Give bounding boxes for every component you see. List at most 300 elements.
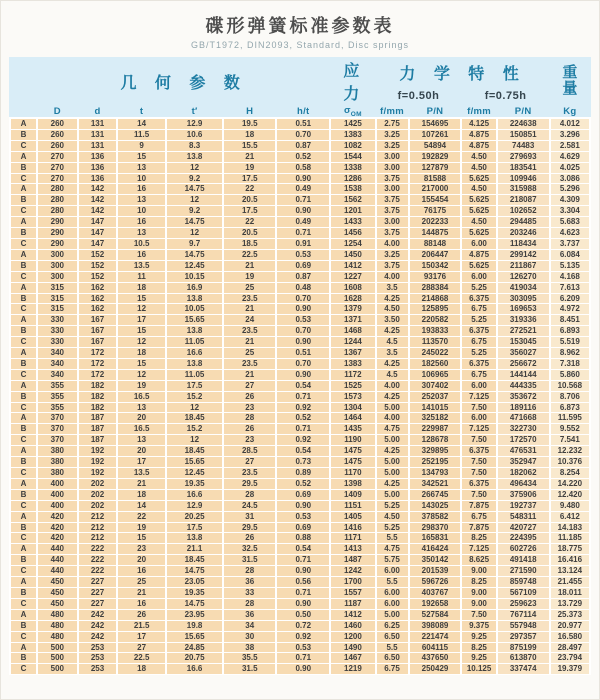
value-cell: 193833	[410, 326, 461, 336]
value-cell: 15.2	[167, 424, 222, 434]
value-cell: 5.75	[377, 555, 408, 565]
value-cell: 6.00	[462, 381, 495, 391]
value-cell: 3.00	[377, 163, 408, 173]
value-cell: 5.00	[377, 403, 408, 413]
value-cell: 8.962	[551, 348, 589, 358]
value-cell: 16	[118, 184, 165, 194]
value-cell: 15.65	[167, 632, 222, 642]
table-row	[11, 599, 589, 609]
value-cell: 299142	[498, 250, 549, 260]
value-cell: 0.90	[277, 337, 329, 347]
series-cell: A	[11, 217, 36, 227]
value-cell: 15.2	[167, 392, 222, 402]
value-cell: 0.71	[277, 588, 329, 598]
column-header-t-prime: t′	[191, 106, 198, 117]
column-header-p-n-050: P/N	[426, 106, 444, 117]
value-cell: 81588	[410, 174, 461, 184]
value-cell: 353672	[498, 392, 549, 402]
value-cell: 491418	[498, 555, 549, 565]
value-cell: 7.875	[462, 501, 495, 511]
value-cell: 6.50	[377, 632, 408, 642]
value-cell: 5.683	[551, 217, 589, 227]
table-row	[11, 206, 589, 216]
value-cell: 500	[38, 664, 77, 674]
value-cell: 1467	[331, 653, 374, 663]
value-cell: 6.00	[462, 272, 495, 282]
value-cell: 1490	[331, 643, 374, 653]
table-row	[11, 141, 589, 151]
value-cell: 7.50	[462, 468, 495, 478]
value-cell: 144144	[498, 370, 549, 380]
value-cell: 12	[167, 435, 222, 445]
value-cell: 5.625	[462, 206, 495, 216]
value-cell: 4.5	[377, 337, 408, 347]
value-cell: 14.220	[551, 479, 589, 489]
value-cell: 375906	[498, 490, 549, 500]
weight-char-top: 重	[562, 64, 578, 81]
value-cell: 5.625	[462, 261, 495, 271]
table-row	[11, 479, 589, 489]
value-cell: 15.5	[224, 141, 275, 151]
value-cell: 272521	[498, 326, 549, 336]
value-cell: 0.70	[277, 326, 329, 336]
value-cell: 0.71	[277, 195, 329, 205]
value-cell: 270	[38, 163, 77, 173]
series-cell: B	[11, 490, 36, 500]
value-cell: 0.70	[277, 294, 329, 304]
value-cell: 1433	[331, 217, 374, 227]
value-cell: 290	[38, 239, 77, 249]
value-cell: 419034	[498, 283, 549, 293]
value-cell: 134793	[410, 468, 461, 478]
value-cell: 102652	[498, 206, 549, 216]
table-row	[11, 294, 589, 304]
value-cell: 6.00	[377, 566, 408, 576]
value-cell: 330	[38, 326, 77, 336]
value-cell: 167	[79, 315, 117, 325]
value-cell: 17.5	[167, 381, 222, 391]
value-cell: 4.75	[377, 544, 408, 554]
series-cell: A	[11, 512, 36, 522]
value-cell: 370	[38, 413, 77, 423]
series-cell: C	[11, 370, 36, 380]
value-cell: 23	[224, 435, 275, 445]
value-cell: 13.8	[167, 359, 222, 369]
value-cell: 6.209	[551, 294, 589, 304]
value-cell: 20.25	[167, 512, 222, 522]
value-cell: 548311	[498, 512, 549, 522]
value-cell: 0.70	[277, 359, 329, 369]
value-cell: 340	[38, 370, 77, 380]
value-cell: 13	[118, 435, 165, 445]
value-cell: 1254	[331, 239, 374, 249]
value-cell: 15.65	[167, 315, 222, 325]
value-cell: 7.541	[551, 435, 589, 445]
value-cell: 13.5	[118, 468, 165, 478]
value-cell: 0.70	[277, 130, 329, 140]
value-cell: 325182	[410, 413, 461, 423]
value-cell: 0.53	[277, 643, 329, 653]
value-cell: 23.5	[224, 294, 275, 304]
value-cell: 32.5	[224, 544, 275, 554]
value-cell: 150851	[498, 130, 549, 140]
value-cell: 4.875	[462, 250, 495, 260]
series-cell: B	[11, 555, 36, 565]
value-cell: 1338	[331, 163, 374, 173]
value-cell: 187	[79, 413, 117, 423]
value-cell: 14.75	[167, 250, 222, 260]
value-cell: 5.296	[551, 184, 589, 194]
value-cell: 201539	[410, 566, 461, 576]
value-cell: 9	[118, 141, 165, 151]
value-cell: 21	[224, 337, 275, 347]
table-row	[11, 512, 589, 522]
value-cell: 11	[118, 272, 165, 282]
table-row	[11, 610, 589, 620]
value-cell: 0.52	[277, 413, 329, 423]
value-cell: 202233	[410, 217, 461, 227]
value-cell: 28	[224, 566, 275, 576]
table-row	[11, 413, 589, 423]
value-cell: 222	[79, 555, 117, 565]
value-cell: 3.25	[377, 141, 408, 151]
value-cell: 0.69	[277, 261, 329, 271]
series-cell: A	[11, 184, 36, 194]
value-cell: 162	[79, 304, 117, 314]
value-cell: 21.1	[167, 544, 222, 554]
value-cell: 252195	[410, 457, 461, 467]
value-cell: 27	[224, 457, 275, 467]
value-cell: 370	[38, 435, 77, 445]
value-cell: 182560	[410, 359, 461, 369]
series-cell: A	[11, 119, 36, 129]
value-cell: 152	[79, 250, 117, 260]
value-cell: 144875	[410, 228, 461, 238]
value-cell: 54894	[410, 141, 461, 151]
value-cell: 183541	[498, 163, 549, 173]
value-cell: 8.706	[551, 392, 589, 402]
value-cell: 11.05	[167, 370, 222, 380]
value-cell: 167	[79, 326, 117, 336]
value-cell: 403767	[410, 588, 461, 598]
value-cell: 10.6	[167, 130, 222, 140]
value-cell: 27	[224, 381, 275, 391]
table-row	[11, 533, 589, 543]
table-row	[11, 228, 589, 238]
value-cell: 14.75	[167, 184, 222, 194]
value-cell: 147	[79, 228, 117, 238]
value-cell: 5.00	[377, 457, 408, 467]
value-cell: 476531	[498, 446, 549, 456]
value-cell: 260	[38, 130, 77, 140]
column-header-f-mm-050: f/mm	[380, 106, 404, 117]
value-cell: 1628	[331, 294, 374, 304]
value-cell: 298370	[410, 523, 461, 533]
value-cell: 10.15	[167, 272, 222, 282]
table-row	[11, 174, 589, 184]
value-cell: 16	[118, 599, 165, 609]
value-cell: 266745	[410, 490, 461, 500]
value-cell: 6.25	[377, 621, 408, 631]
value-cell: 19	[118, 523, 165, 533]
value-cell: 152	[79, 272, 117, 282]
value-cell: 378582	[410, 512, 461, 522]
value-cell: 10.5	[118, 239, 165, 249]
value-cell: 1286	[331, 174, 374, 184]
value-cell: 22	[118, 512, 165, 522]
series-cell: C	[11, 337, 36, 347]
value-cell: 0.53	[277, 250, 329, 260]
group-header-stress: 应 力	[343, 63, 363, 103]
value-cell: 2.581	[551, 141, 589, 151]
series-cell: C	[11, 632, 36, 642]
value-cell: 252037	[410, 392, 461, 402]
value-cell: 9.00	[462, 588, 495, 598]
value-cell: 0.90	[277, 304, 329, 314]
value-cell: 14.183	[551, 523, 589, 533]
value-cell: 136	[79, 174, 117, 184]
series-cell: C	[11, 566, 36, 576]
value-cell: 18	[118, 490, 165, 500]
value-cell: 253	[79, 653, 117, 663]
value-cell: 4.309	[551, 195, 589, 205]
value-cell: 12	[118, 337, 165, 347]
table-row	[11, 424, 589, 434]
series-cell: A	[11, 413, 36, 423]
table-row	[11, 490, 589, 500]
series-cell: B	[11, 424, 36, 434]
value-cell: 6.412	[551, 512, 589, 522]
value-cell: 440	[38, 566, 77, 576]
value-cell: 319336	[498, 315, 549, 325]
value-cell: 182	[79, 403, 117, 413]
value-cell: 23.5	[224, 468, 275, 478]
value-cell: 7.125	[462, 392, 495, 402]
table-row	[11, 304, 589, 314]
value-cell: 23	[224, 403, 275, 413]
value-cell: 6.00	[377, 588, 408, 598]
value-cell: 342521	[410, 479, 461, 489]
value-cell: 4.00	[377, 413, 408, 423]
value-cell: 1201	[331, 206, 374, 216]
value-cell: 1435	[331, 424, 374, 434]
value-cell: 5.519	[551, 337, 589, 347]
value-cell: 23.95	[167, 610, 222, 620]
value-cell: 13.8	[167, 533, 222, 543]
value-cell: 26	[118, 610, 165, 620]
value-cell: 8.25	[462, 643, 495, 653]
value-cell: 11.185	[551, 533, 589, 543]
value-cell: 9.00	[462, 566, 495, 576]
value-cell: 420727	[498, 523, 549, 533]
value-cell: 11.595	[551, 413, 589, 423]
value-cell: 8.451	[551, 315, 589, 325]
value-cell: 4.875	[462, 141, 495, 151]
value-cell: 172570	[498, 435, 549, 445]
value-cell: 6.375	[462, 446, 495, 456]
value-cell: 150342	[410, 261, 461, 271]
value-cell: 15.65	[167, 457, 222, 467]
value-cell: 36	[224, 577, 275, 587]
value-cell: 13.5	[118, 261, 165, 271]
value-cell: 5.25	[377, 501, 408, 511]
value-cell: 31.5	[224, 664, 275, 674]
value-cell: 14.75	[167, 217, 222, 227]
value-cell: 25	[224, 283, 275, 293]
value-cell: 4.50	[377, 304, 408, 314]
value-cell: 280	[38, 206, 77, 216]
value-cell: 3.25	[377, 250, 408, 260]
value-cell: 21	[224, 304, 275, 314]
value-cell: 192	[79, 468, 117, 478]
series-cell: B	[11, 392, 36, 402]
value-cell: 420	[38, 512, 77, 522]
value-cell: 500	[38, 653, 77, 663]
value-cell: 142	[79, 206, 117, 216]
value-cell: 3.75	[377, 261, 408, 271]
value-cell: 380	[38, 468, 77, 478]
column-header-t: t	[139, 106, 144, 117]
value-cell: 6.084	[551, 250, 589, 260]
value-cell: 2.75	[377, 119, 408, 129]
value-cell: 3.304	[551, 206, 589, 216]
value-cell: 1416	[331, 523, 374, 533]
spec-table	[9, 57, 591, 675]
series-cell: A	[11, 348, 36, 358]
value-cell: 1412	[331, 610, 374, 620]
value-cell: 165831	[410, 533, 461, 543]
value-cell: 4.5	[377, 370, 408, 380]
value-cell: 147	[79, 239, 117, 249]
value-cell: 106965	[410, 370, 461, 380]
series-cell: A	[11, 283, 36, 293]
value-cell: 4.168	[551, 272, 589, 282]
series-cell: B	[11, 195, 36, 205]
series-cell: B	[11, 130, 36, 140]
value-cell: 211867	[498, 261, 549, 271]
value-cell: 242	[79, 632, 117, 642]
value-cell: 13.8	[167, 152, 222, 162]
series-cell: A	[11, 446, 36, 456]
value-cell: 15	[118, 533, 165, 543]
value-cell: 31.5	[224, 555, 275, 565]
table-row	[11, 348, 589, 358]
value-cell: 0.52	[277, 152, 329, 162]
table-row	[11, 250, 589, 260]
table-row	[11, 468, 589, 478]
value-cell: 27	[118, 643, 165, 653]
value-cell: 18.775	[551, 544, 589, 554]
value-cell: 0.71	[277, 392, 329, 402]
value-cell: 74483	[498, 141, 549, 151]
value-cell: 1525	[331, 381, 374, 391]
value-cell: 604115	[410, 643, 461, 653]
value-cell: 5.625	[462, 174, 495, 184]
value-cell: 3.50	[377, 315, 408, 325]
value-cell: 471668	[498, 413, 549, 423]
value-cell: 8.25	[462, 577, 495, 587]
value-cell: 1412	[331, 261, 374, 271]
value-cell: 172	[79, 370, 117, 380]
value-cell: 1227	[331, 272, 374, 282]
value-cell: 18.45	[167, 555, 222, 565]
value-cell: 0.90	[277, 174, 329, 184]
value-cell: 15	[118, 359, 165, 369]
value-cell: 16.5	[118, 424, 165, 434]
value-cell: 0.90	[277, 566, 329, 576]
value-cell: 4.25	[377, 359, 408, 369]
value-cell: 19	[118, 381, 165, 391]
series-cell: B	[11, 228, 36, 238]
table-row	[11, 501, 589, 511]
value-cell: 0.89	[277, 468, 329, 478]
value-cell: 1371	[331, 315, 374, 325]
value-cell: 350142	[410, 555, 461, 565]
value-cell: 224395	[498, 533, 549, 543]
value-cell: 11.05	[167, 337, 222, 347]
value-cell: 141015	[410, 403, 461, 413]
value-cell: 398089	[410, 621, 461, 631]
table-row	[11, 315, 589, 325]
table-row	[11, 195, 589, 205]
value-cell: 22	[224, 184, 275, 194]
value-cell: 4.972	[551, 304, 589, 314]
value-cell: 1573	[331, 392, 374, 402]
table-row	[11, 643, 589, 653]
value-cell: 0.87	[277, 272, 329, 282]
value-cell: 142	[79, 184, 117, 194]
value-cell: 206447	[410, 250, 461, 260]
value-cell: 189116	[498, 403, 549, 413]
series-cell: C	[11, 468, 36, 478]
value-cell: 12.420	[551, 490, 589, 500]
value-cell: 13	[118, 195, 165, 205]
value-cell: 5.5	[377, 577, 408, 587]
value-cell: 7.125	[462, 544, 495, 554]
value-cell: 224638	[498, 119, 549, 129]
value-cell: 6.375	[462, 326, 495, 336]
value-cell: 21	[224, 152, 275, 162]
value-cell: 35.5	[224, 653, 275, 663]
value-cell: 4.629	[551, 152, 589, 162]
value-cell: 3.75	[377, 174, 408, 184]
value-cell: 131	[79, 119, 117, 129]
value-cell: 1405	[331, 512, 374, 522]
value-cell: 9.00	[462, 599, 495, 609]
value-cell: 128678	[410, 435, 461, 445]
table-row	[11, 621, 589, 631]
value-cell: 10	[118, 206, 165, 216]
value-cell: 109946	[498, 174, 549, 184]
table-row	[11, 392, 589, 402]
column-header-d: d	[94, 106, 101, 117]
value-cell: 1379	[331, 304, 374, 314]
value-cell: 16.416	[551, 555, 589, 565]
value-cell: 221474	[410, 632, 461, 642]
table-row	[11, 272, 589, 282]
value-cell: 480	[38, 632, 77, 642]
value-cell: 1187	[331, 599, 374, 609]
value-cell: 355	[38, 381, 77, 391]
value-cell: 6.00	[377, 599, 408, 609]
value-cell: 0.73	[277, 457, 329, 467]
value-cell: 1475	[331, 446, 374, 456]
value-cell: 25	[224, 348, 275, 358]
value-cell: 7.613	[551, 283, 589, 293]
value-cell: 18.011	[551, 588, 589, 598]
value-cell: 29.5	[224, 479, 275, 489]
table-body	[11, 119, 589, 674]
